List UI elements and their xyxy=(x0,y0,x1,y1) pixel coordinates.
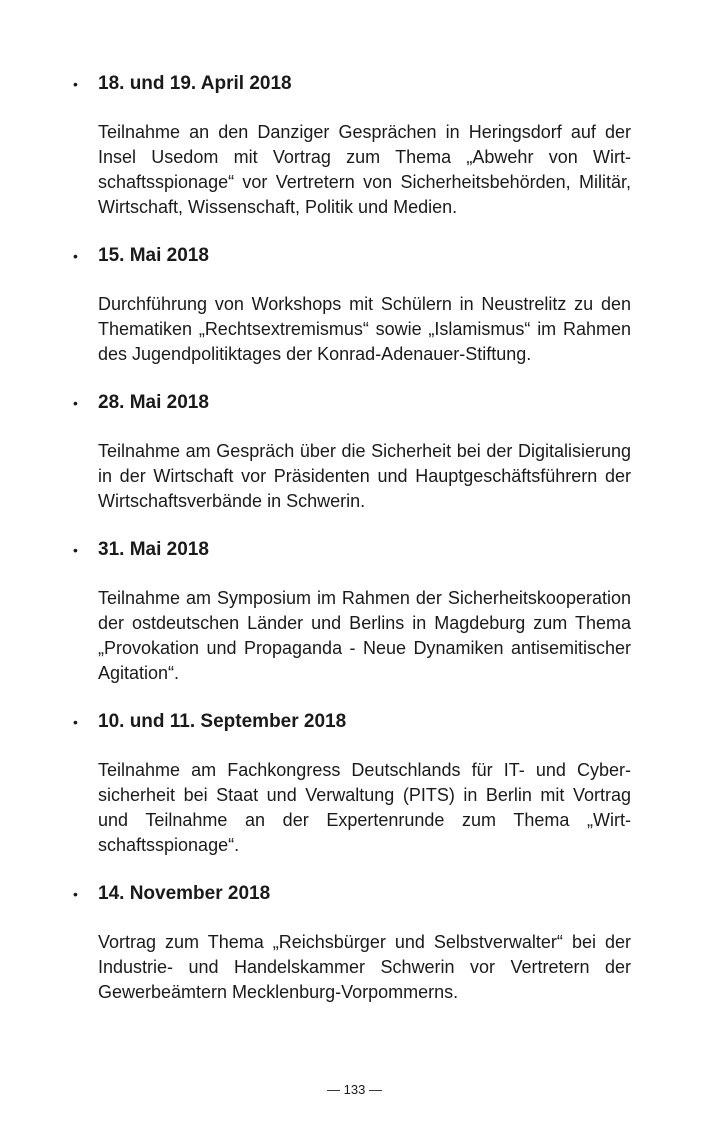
entry-description: Durchführung von Workshops mit Schülern in Neustrelitz zu den Thematiken „Rechtsextremismus“ sowie „Islamismus“ im Rahmen des Jugendpolitiktages der Konrad-Adenauer-Stiftung. xyxy=(98,294,631,364)
list-item xyxy=(0,389,709,514)
list-item xyxy=(0,880,709,1005)
entry-date: 31. Mai 2018 xyxy=(98,539,209,560)
bullet-icon: • xyxy=(73,714,78,730)
entry-description: Vortrag zum Thema „Reichsbürger und Selbstverwalter“ bei der Industrie- und Handelskammer Schwerin vor Vertretern der Gewerbeämtern Mecklenburg-Vorpommerns. xyxy=(98,932,631,1002)
entry-date: 15. Mai 2018 xyxy=(98,245,209,266)
event-list xyxy=(0,70,709,1027)
bullet-icon: • xyxy=(73,395,78,411)
entry-date: 18. und 19. April 2018 xyxy=(98,73,292,94)
bullet-icon: • xyxy=(73,542,78,558)
entry-date: 14. November 2018 xyxy=(98,883,271,904)
entry-date: 28. Mai 2018 xyxy=(98,392,209,413)
list-item xyxy=(0,536,709,686)
list-item xyxy=(0,242,709,367)
entry-description: Teilnahme am Fachkongress Deutschlands für IT- und Cybersicherheit bei Staat und Verwaltung (PITS) in Berlin mit Vortrag und Teilnahme an der Expertenrunde zum Thema „Wirtschaftsspionage“. xyxy=(98,760,631,855)
bullet-icon: • xyxy=(73,76,78,92)
entry-date: 10. und 11. September 2018 xyxy=(98,711,347,732)
entry-description: Teilnahme an den Danziger Gesprächen in Heringsdorf auf der Insel Usedom mit Vortrag zum Thema „Abwehr von Wirtschaftsspionage“ vor Vertretern von Sicherheitsbehörden, Militär, Wirtschaft, Wissenschaft, Politik und Medien. xyxy=(98,122,631,217)
list-item xyxy=(0,70,709,220)
page-number: — 133 — xyxy=(327,1082,382,1097)
bullet-icon: • xyxy=(73,248,78,264)
list-item xyxy=(0,708,709,858)
entry-description: Teilnahme am Gespräch über die Sicherheit bei der Digitalisierung in der Wirtschaft vor Präsidenten und Hauptgeschäftsführern der Wirtschaftsverbände in Schwerin. xyxy=(98,441,631,511)
entry-description: Teilnahme am Symposium im Rahmen der Sicherheitskooperation der ostdeutschen Länder und Berlins in Magdeburg zum Thema „Provokation und Propaganda - Neue Dynamiken antisemitischer Agitation“. xyxy=(98,588,631,683)
bullet-icon: • xyxy=(73,886,78,902)
